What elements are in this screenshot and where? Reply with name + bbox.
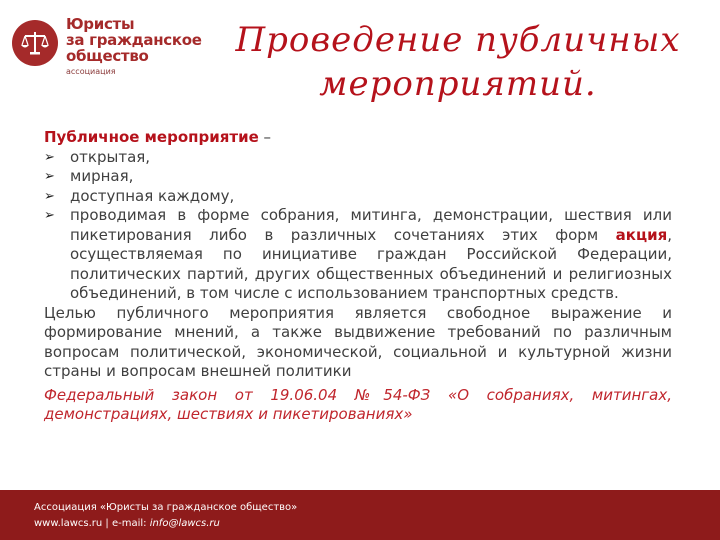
list-item — [44, 167, 672, 187]
slide-title-line-1: Проведение публичных — [235, 20, 681, 60]
list-item — [44, 206, 672, 304]
logo-line-1: Юристы — [66, 15, 135, 33]
footer-email-link[interactable]: info@lawcs.ru — [149, 518, 220, 529]
footer — [0, 490, 720, 540]
footer-organization: Ассоциация «Юристы за гражданское общество» — [34, 502, 298, 513]
bullet-text-continued: , осуществляемая по инициативе граждан Российской Федерации, политических партий, других общественных объединений и религиозных объединений, в том числе с использованием транспортных средств. — [70, 225, 672, 302]
bullet-accent-word: акция — [615, 225, 668, 244]
arrow-bullet-icon: ➢ — [44, 188, 55, 204]
bullet-text: проводимая в форме собрания, митинга, демонстрации, шествия или пикетирования либо в различных сочетаниях этих форм — [70, 206, 672, 244]
arrow-bullet-icon: ➢ — [44, 208, 55, 223]
logo-text — [66, 16, 202, 77]
logo-subtitle: ассоциация — [66, 67, 116, 76]
footer-email-label: e-mail: — [111, 518, 150, 529]
slide-title — [218, 18, 698, 106]
slide-title-line-2: мероприятий. — [319, 64, 597, 104]
list-item — [44, 148, 672, 168]
bullet-list — [44, 148, 672, 304]
scales-icon — [12, 20, 58, 66]
logo — [12, 12, 212, 74]
law-citation: Федеральный закон от 19.06.04 №54-ФЗ «О собраниях, митингах, демонстрациях, шествиях и пикетированиях» — [44, 385, 672, 423]
logo-line-2: за гражданское — [66, 31, 202, 49]
footer-contacts — [34, 518, 220, 529]
definition-term: Публичное мероприятие — [44, 128, 259, 146]
definition-heading — [44, 128, 672, 148]
arrow-bullet-icon: ➢ — [44, 169, 55, 184]
bullet-text: открытая, — [70, 147, 151, 166]
footer-site-link[interactable]: www.lawcs.ru — [34, 518, 103, 529]
footer-separator: | — [102, 518, 112, 529]
arrow-bullet-icon: ➢ — [44, 149, 55, 165]
bullet-text: доступная каждому, — [70, 186, 235, 205]
definition-dash: – — [258, 128, 272, 146]
list-item — [44, 187, 672, 207]
bullet-text: мирная, — [70, 167, 134, 185]
logo-line-3: общество — [66, 47, 149, 65]
slide-content — [44, 128, 672, 425]
purpose-paragraph: Целью публичного мероприятия является свободное выражение и формирование мнений, а также выдвижение требований по различным вопросам политической, экономической, социальной и культурной жизни страны и вопросам внешней политики — [44, 303, 672, 380]
